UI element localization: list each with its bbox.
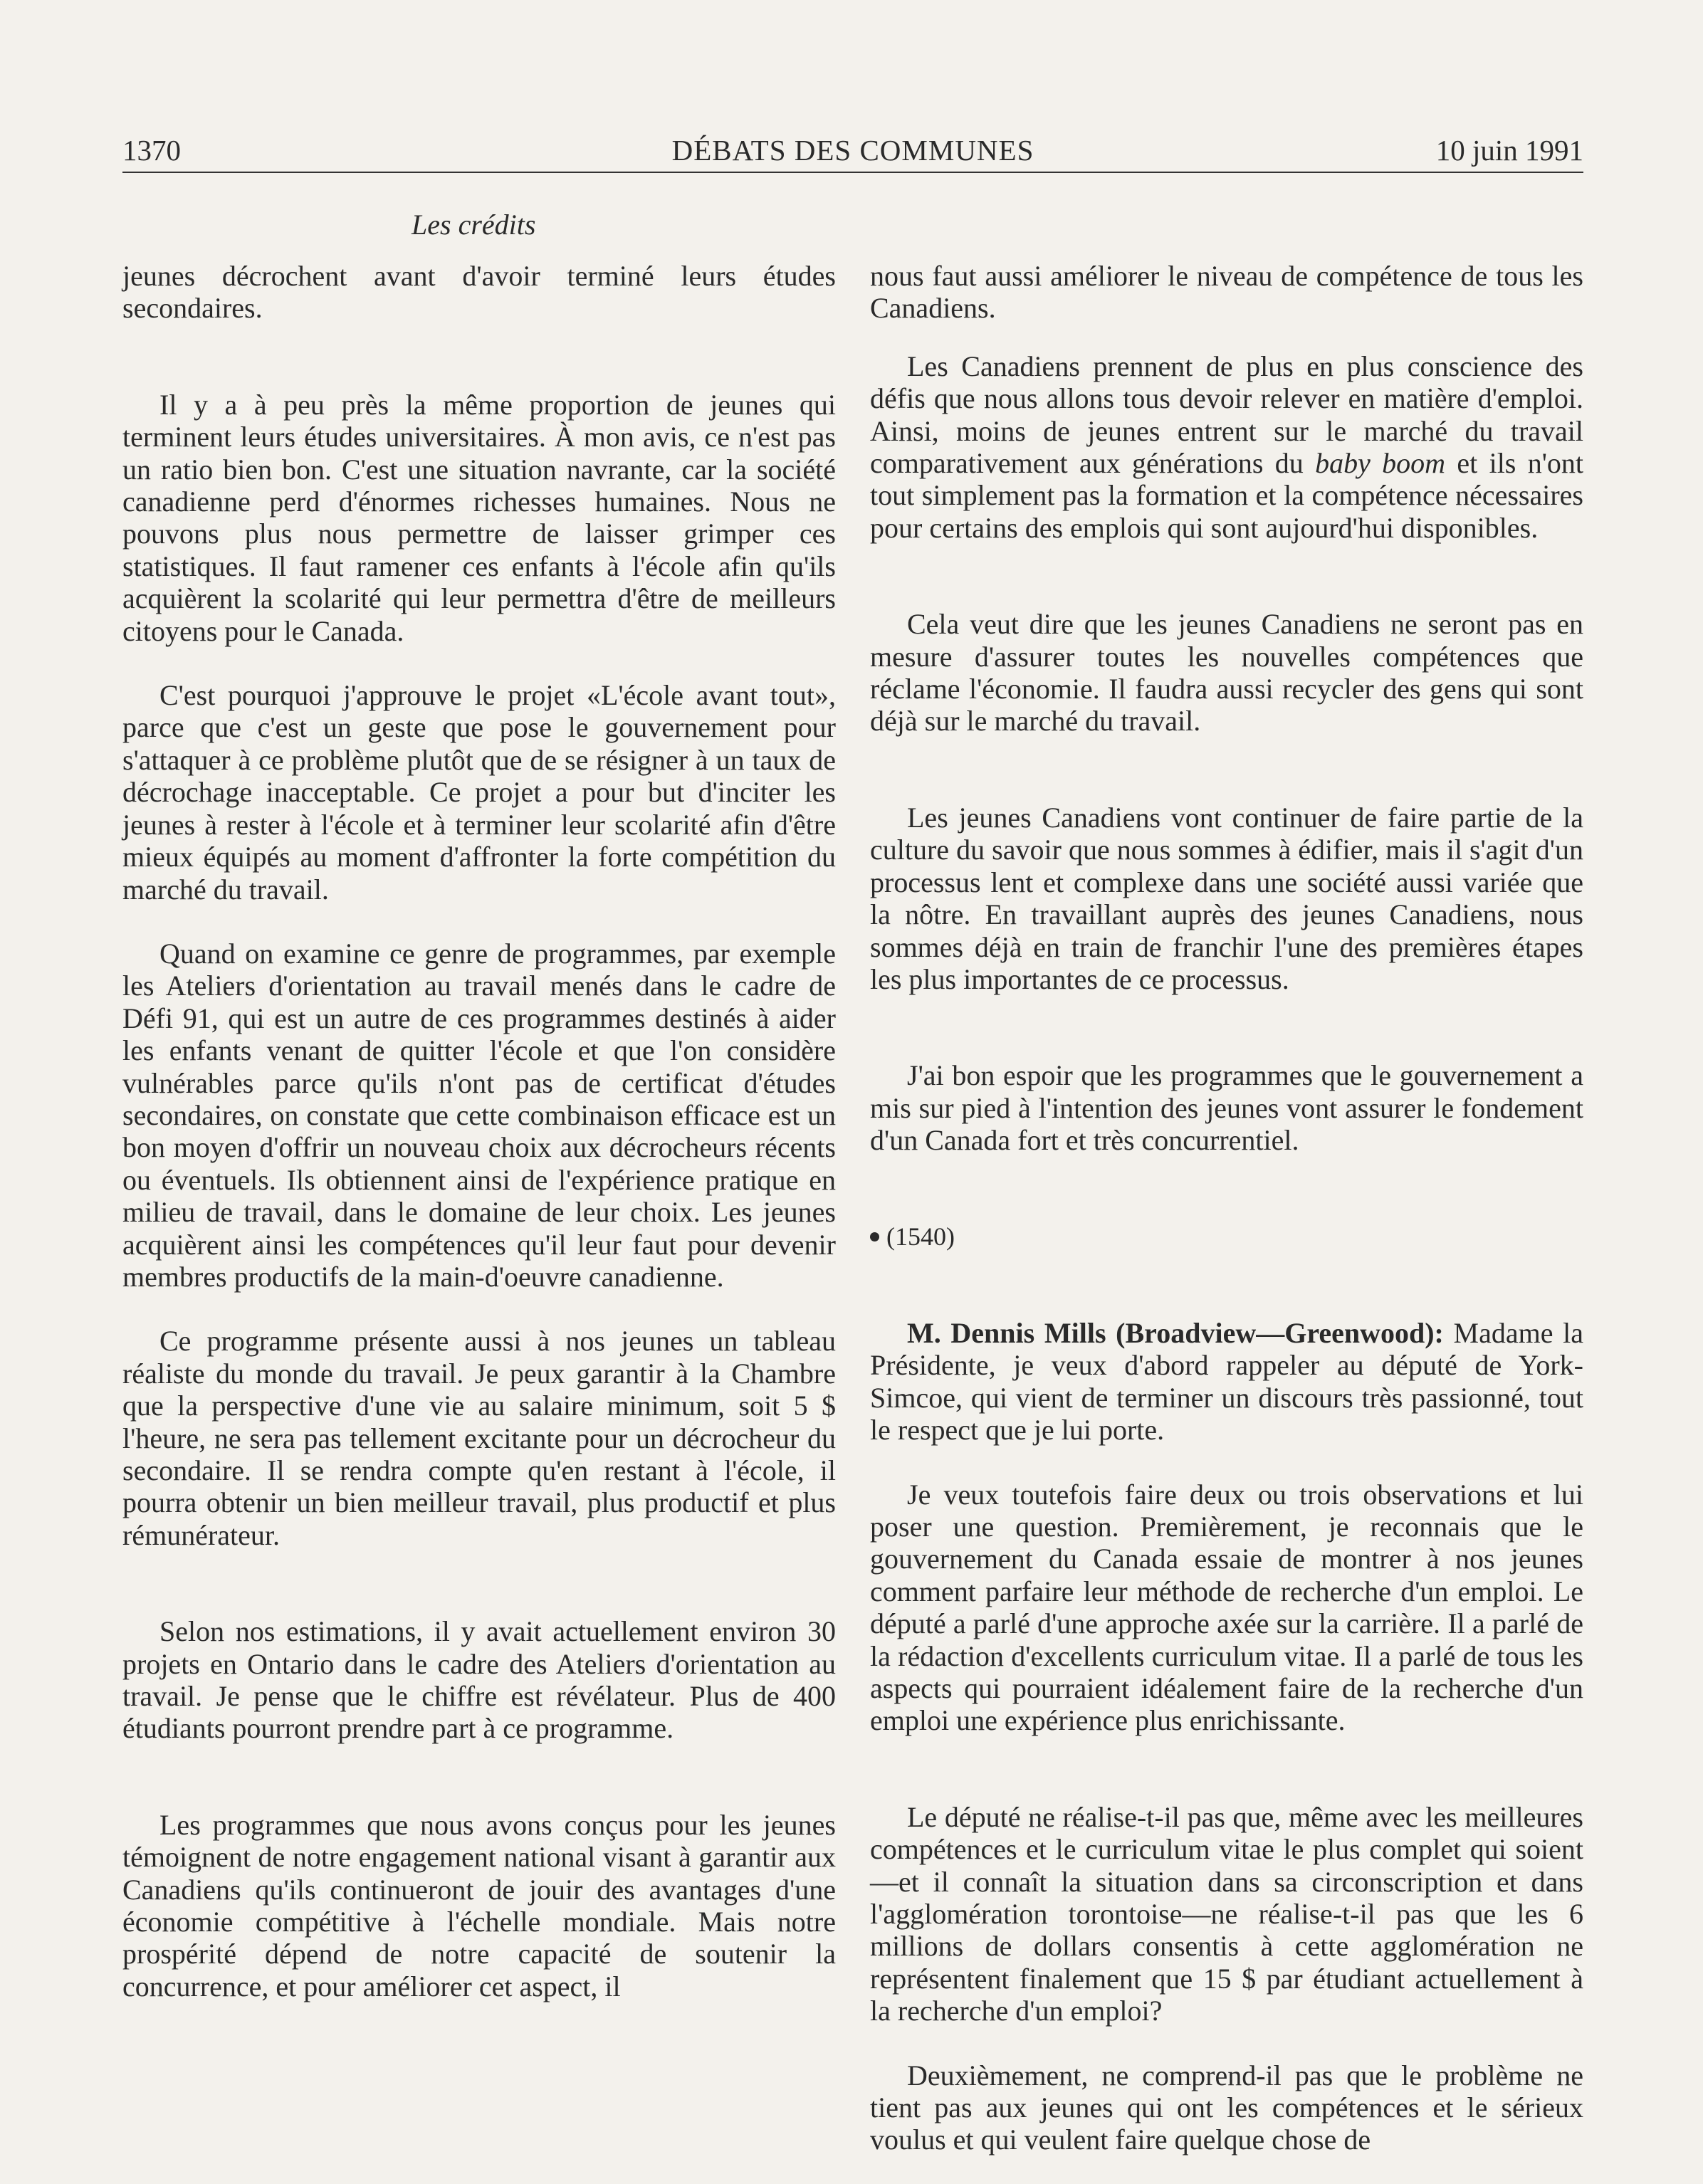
left-column [122, 260, 836, 2002]
paragraph: Quand on examine ce genre de programmes, par exemple les Ateliers d'orientation au travail menés dans le cadre de Défi 91, qui est un autre de ces programmes destinés à aider les enfants venant de quitter l'école et que l'on considère vulnérables parce qu'ils n'ont pas de certificat d'études secondaires, on constate que cette combinaison efficace est un bon moyen d'offrir un nouveau choix aux décrocheurs récents ou éventuels. Ils obtiennent ainsi de l'expérience pratique en milieu de travail, dans le domaine de leur choix. Les jeunes acquièrent ainsi les compétences qu'il leur faut pour devenir membres productifs de la main-d'oeuvre canadienne. [122, 937, 836, 1293]
bullet-icon [870, 1232, 879, 1241]
speaker-name: M. Dennis Mills (Broadview—Greenwood): [907, 1316, 1444, 1349]
page-number: 1370 [122, 134, 181, 167]
paragraph [870, 350, 1583, 544]
italic-term: baby boom [1315, 447, 1446, 480]
paragraph: Ce programme présente aussi à nos jeunes un tableau réaliste du monde du travail. Je peux garantir à la Chambre que la perspective d'une vie au salaire minimum, soit 5 $ l'heure, ne sera pas tellement excitante pour un décrocheur du secondaire. Il se rendra compte qu'en restant à l'école, il pourra obtenir un bien meilleur travail, plus productif et plus rémunérateur. [122, 1325, 836, 1551]
paragraph [870, 1317, 1583, 1447]
paragraph-text: Les Canadiens prennent de plus en plus conscience des défis que nous allons tous devoir relever en matière d'emploi. Ainsi, moins de jeunes entrent sur le marché du travail comparativement aux générations du [870, 350, 1583, 480]
section-title: Les crédits [412, 209, 536, 241]
header-rule [122, 172, 1583, 173]
paragraph: Les programmes que nous avons conçus pour les jeunes témoignent de notre engagement national visant à garantir aux Canadiens qu'ils continueront de jouir des avantages d'une économie compétitive à l'échelle mondiale. Mais notre prospérité dépend de notre capacité de soutenir la concurrence, et pour améliorer cet aspect, il [122, 1808, 836, 2002]
paragraph: Le député ne réalise-t-il pas que, même avec les meilleures compétences et le curriculum vitae le plus complet qui soient—et il connaît la situation dans sa circonscription et dans l'agglomération torontoise—ne réalise-t-il pas que les 6 millions de dollars consentis à cette agglomération ne représentent finalement que 15 $ par étudiant actuellement à la recherche d'un emploi? [870, 1800, 1583, 2027]
paragraph: Deuxièmement, ne comprend-il pas que le problème ne tient pas aux jeunes qui ont les compétences et le sérieux voulus et qui veulent faire quelque chose de [870, 2059, 1583, 2156]
right-column [870, 260, 1583, 2156]
paragraph: Cela veut dire que les jeunes Canadiens ne seront pas en mesure d'assurer toutes les nouvelles compétences que réclame l'économie. Il faudra aussi recycler des gens qui sont déjà sur le marché du travail. [870, 608, 1583, 737]
paragraph: Selon nos estimations, il y avait actuellement environ 30 projets en Ontario dans le cadre des Ateliers d'orientation au travail. Je pense que le chiffre est révélateur. Plus de 400 étudiants pourront prendre part à ce programme. [122, 1615, 836, 1745]
paragraph: J'ai bon espoir que les programmes que le gouvernement a mis sur pied à l'intention des jeunes vont assurer le fondement d'un Canada fort et très concurrentiel. [870, 1059, 1583, 1157]
journal-title: DÉBATS DES COMMUNES [671, 134, 1034, 167]
paragraph-text: Madame la Présidente, je veux d'abord rappeler au député de York-Simcoe, qui vient de terminer un discours très passionné, tout le respect que je lui porte. [870, 1316, 1584, 1447]
paragraph-text: et ils n'ont tout simplement pas la formation et la compétence nécessaires pour certains des emplois qui sont aujourd'hui disponibles. [870, 447, 1584, 544]
paragraph: nous faut aussi améliorer le niveau de compétence de tous les Canadiens. [870, 260, 1583, 325]
page-date: 10 juin 1991 [1435, 134, 1583, 167]
time-marker-text: (1540) [886, 1222, 955, 1251]
time-marker [870, 1221, 1583, 1253]
paragraph: Il y a à peu près la même proportion de jeunes qui terminent leurs études universitaires. À mon avis, ce n'est pas un ratio bien bon. C'est une situation navrante, car la société canadienne perd d'énormes richesses humaines. Nous ne pouvons plus nous permettre de laisser grimper ces statistiques. Il faut ramener ces enfants à l'école afin qu'ils acquièrent la scolarité qui leur permettra d'être de meilleurs citoyens pour le Canada. [122, 388, 836, 647]
paragraph: C'est pourquoi j'approuve le projet «L'école avant tout», parce que c'est un geste que pose le gouvernement pour s'attaquer à ce problème plutôt que de se résigner à un taux de décrochage inacceptable. Ce projet a pour but d'inciter les jeunes à rester à l'école et à terminer leur scolarité afin d'être mieux équipés au moment d'affronter la forte compétition du marché du travail. [122, 679, 836, 905]
paragraph: Les jeunes Canadiens vont continuer de faire partie de la culture du savoir que nous sommes à édifier, mais il s'agit d'un processus lent et complexe dans une société aussi variée que la nôtre. En travaillant auprès des jeunes Canadiens, nous sommes déjà en train de franchir l'une des premières étapes les plus importantes de ce processus. [870, 801, 1583, 995]
paragraph: jeunes décrochent avant d'avoir terminé leurs études secondaires. [122, 260, 836, 325]
page-header [122, 130, 1583, 170]
paragraph: Je veux toutefois faire deux ou trois observations et lui poser une question. Premièrement, je reconnais que le gouvernement du Canada essaie de montrer à nos jeunes comment parfaire leur méthode de recherche d'un emploi. Le député a parlé d'une approche axée sur la carrière. Il a parlé de la rédaction d'excellents curriculum vitae. Il a parlé de tous les aspects qui pourraient idéalement faire de la recherche d'un emploi une expérience plus enrichissante. [870, 1478, 1583, 1737]
